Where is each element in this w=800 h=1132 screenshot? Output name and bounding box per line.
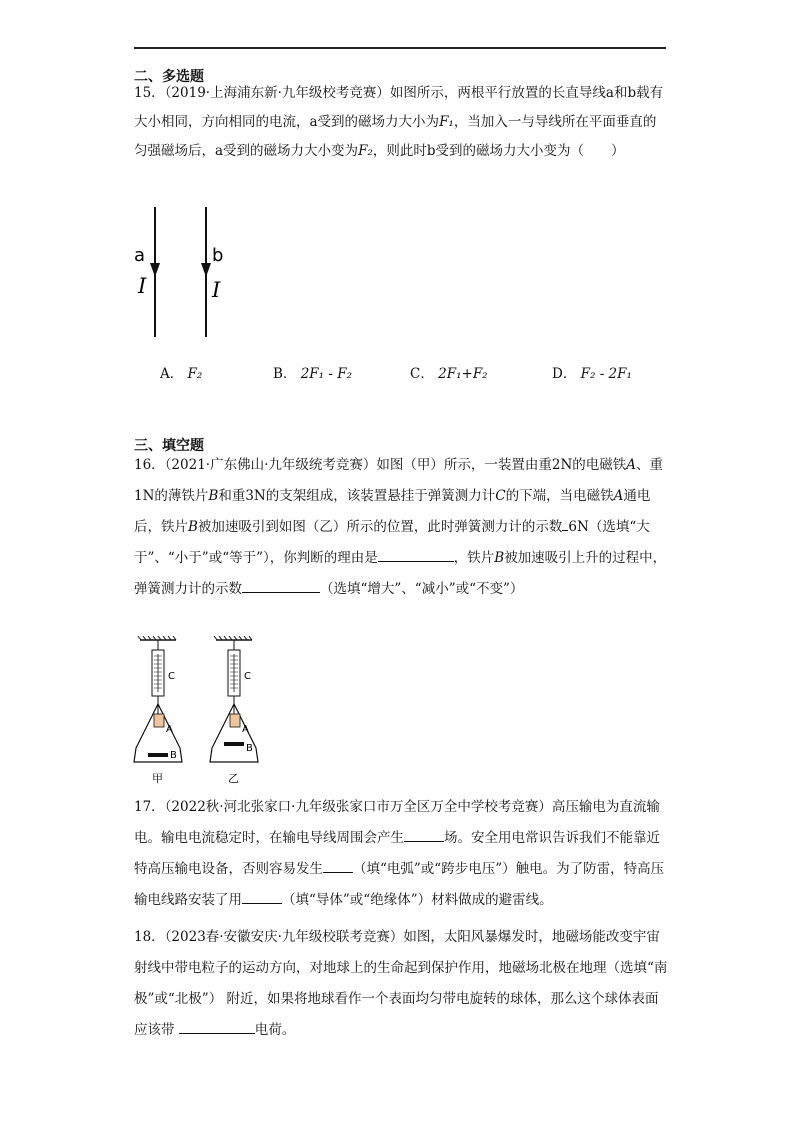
caption-jia: 甲: [152, 772, 163, 785]
question-source: （2021·广东佛山·九年级统考竞赛）: [164, 457, 377, 473]
svg-text:A: A: [242, 724, 249, 735]
label-current-a: I: [138, 274, 147, 298]
label-current-b: I: [212, 278, 221, 302]
question-17-text: 17．（2022秋·河北张家口·九年级张家口市万全区万全中学校考竞赛）高压输电为直流输电。输电电流稳定时，在输电导线周围会产生 场。安全用电常识告诉我们不能靠近特高压输电设备，否则容易发生 （填“电弧”或“跨步电压”）触电。为了防雷，特高压输电线路安装了用 （填“导体”或“绝缘体”）材料做成的避雷线。: [134, 799, 665, 908]
electromagnet-a: [230, 714, 240, 727]
electromagnet-a: [154, 714, 164, 727]
current-arrow-a: [150, 263, 160, 277]
question-source: （2022秋·河北张家口·九年级张家口市万全区万全中学校考竞赛）: [164, 799, 552, 815]
answer-blank-4[interactable]: [404, 827, 444, 842]
header-rule: [134, 47, 666, 49]
question-number: 17．: [134, 799, 165, 815]
svg-text:C: C: [244, 671, 251, 682]
answer-blank-5[interactable]: [323, 858, 353, 873]
iron-sheet-b: [224, 742, 244, 746]
question-source: （2019·上海浦东新·九年级校考竞赛）: [164, 85, 390, 101]
question-number: 15．: [134, 85, 165, 101]
option-b: B． 2F₁ - F₂: [273, 366, 353, 382]
answer-blank-3[interactable]: [242, 578, 320, 593]
apparatus-yi: [210, 636, 258, 785]
parallel-wires-figure: [128, 205, 238, 340]
question-number: 16．: [134, 457, 165, 473]
section-title-fill-in: 三、填空题: [134, 438, 204, 454]
answer-blank-6[interactable]: [242, 889, 282, 904]
apparatus-jia: [134, 636, 182, 785]
svg-text:B: B: [246, 743, 253, 754]
option-c: C． 2F₁+F₂: [410, 366, 488, 382]
caption-yi: 乙: [228, 772, 239, 785]
question-18-text: 18．（2023春·安徽安庆·九年级校联考竞赛）如图，太阳风暴爆发时，地磁场能改变宇宙射线中带电粒子的运动方向，对地球上的生命起到保护作用，地磁场北极在地理（选填“南极”或“北极”） 附近，如果将地球看作一个表面均匀带电旋转的球体，那么这个球体表面应该带 电荷。: [134, 929, 668, 1038]
svg-text:B: B: [170, 750, 177, 761]
question-16-text: 16．（2021·广东佛山·九年级统考竞赛）如图（甲）所示，一装置由重2N的电磁铁A、重1N的薄铁片B和重3N的支架组成，该装置悬挂于弹簧测力计C的下端，当电磁铁A通电后，铁片B被加速吸引到如图（乙）所示的位置，此时弹簧测力计的示数 6N（选填“大于”、“小于”或“等于”），你判断的理由是 ，铁片B被加速吸引上升的过程中，弹簧测力计的示数 （选填“增大”、“减小”或“不变”）: [134, 457, 667, 597]
option-d: D． F₂ - 2F₁: [552, 366, 632, 382]
current-arrow-b: [201, 263, 211, 277]
label-a: a: [134, 245, 146, 266]
answer-blank-7[interactable]: [179, 1019, 255, 1034]
svg-text:C: C: [168, 671, 175, 682]
iron-sheet-b: [148, 753, 168, 757]
question-source: （2023春·安徽安庆·九年级校联考竞赛）: [164, 929, 404, 945]
question-15-text: 15．（2019·上海浦东新·九年级校考竞赛）如图所示，两根平行放置的长直导线a和b载有大小相同，方向相同的电流，a受到的磁场力大小为F₁，当加入一与导线所在平面垂直的匀强磁场后，a受到的磁场力大小变为F₂，则此时b受到的磁场力大小变为（ ）: [134, 85, 664, 159]
section-title-multiple-choice: 二、多选题: [134, 69, 204, 85]
option-a: A． F₂: [160, 366, 203, 382]
question-number: 18．: [134, 929, 165, 945]
answer-blank-2[interactable]: [378, 547, 454, 562]
label-b: b: [212, 245, 224, 266]
svg-text:A: A: [166, 724, 173, 735]
spring-scale-figure: [128, 636, 278, 786]
